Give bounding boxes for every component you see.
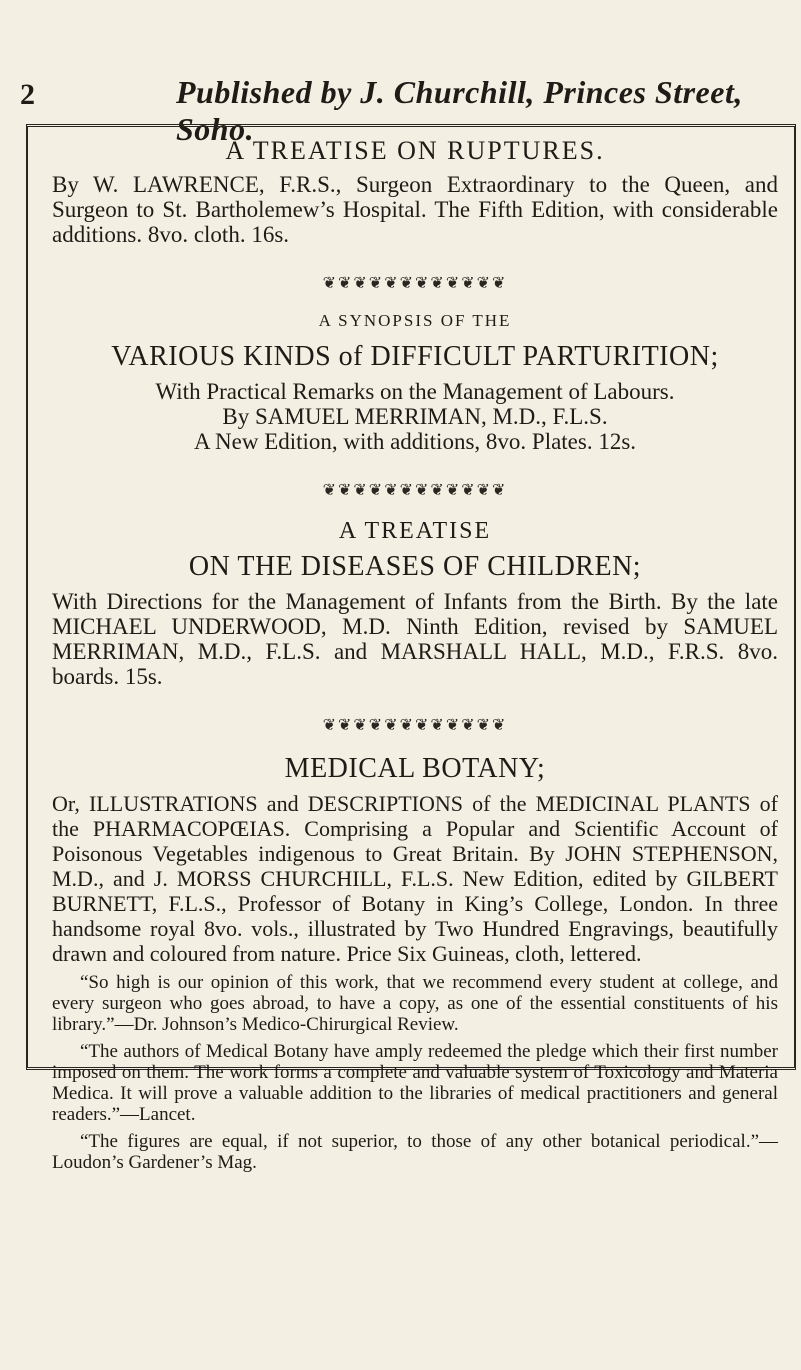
page-number: 2 [20, 78, 35, 111]
review-quote: “The authors of Medical Botany have amply redeemed the pledge which their first number imposed on them. The work forms a complete and valuable system of Toxicology and Materia Medica. It will prove a valuable addition to the libraries of medical practitioners and general readers.”—Lancet. [52, 1041, 778, 1125]
running-head: Published by J. Churchill, Princes Street, Soho. [176, 74, 743, 147]
book-description: With Directions for the Management of Infants from the Birth. By the late MICHAEL UNDERWOOD, M.D. Ninth Edition, revised by SAMUEL MERRIMAN, M.D., F.L.S. and MARSHALL HALL, M.D., F.R.S. 8vo. boards. 15s. [52, 589, 778, 689]
review-quote: “The figures are equal, if not superior, to those of any other botanical periodical.”—Loudon’s Gardener’s Mag. [52, 1131, 778, 1173]
book-children [52, 518, 778, 689]
book-pretitle: A SYNOPSIS OF THE [318, 311, 512, 330]
book-description: Or, ILLUSTRATIONS and DESCRIPTIONS of the MEDICINAL PLANTS of the PHARMACOPŒIAS. Comprising a Popular and Scientific Account of Poisonous Vegetables indigenous to Great Britain. By JOHN STEPHENSON, M.D., and J. MORSS CHURCHILL, F.L.S. New Edition, edited by GILBERT BURNETT, F.L.S., Professor of Botany in King’s College, London. In three handsome royal 8vo. vols., illustrated by Two Hundred Engravings, beautifully drawn and coloured from nature. Price Six Guineas, cloth, lettered. [52, 791, 778, 966]
book-edition: A New Edition, with additions, 8vo. Plates. 12s. [193, 429, 637, 454]
book-parturition [52, 311, 778, 454]
review-quote: “So high is our opinion of this work, that we recommend every student at college, and every surgeon who goes abroad, to have a copy, as one of the essential constituents of his library.”—Dr. Johnson’s Medico-Chirurgical Review. [52, 972, 778, 1035]
ornament-divider: ❦❦❦❦❦❦❦❦❦❦❦❦ [322, 717, 508, 734]
book-pretitle: A TREATISE [338, 518, 492, 544]
book-line: With Practical Remarks on the Management of Labours. [155, 379, 675, 404]
book-title: MEDICAL BOTANY; [284, 753, 546, 784]
book-title: A TREATISE ON RUPTURES. [225, 136, 605, 165]
book-description: By W. LAWRENCE, F.R.S., Surgeon Extraordinary to the Queen, and Surgeon to St. Bartholemew’s Hospital. The Fifth Edition, with considerable additions. 8vo. cloth. 16s. [52, 172, 778, 247]
ornament-divider: ❦❦❦❦❦❦❦❦❦❦❦❦ [322, 275, 508, 292]
book-medical-botany [52, 753, 778, 1173]
ornament-divider: ❦❦❦❦❦❦❦❦❦❦❦❦ [322, 482, 508, 499]
book-author: By SAMUEL MERRIMAN, M.D., F.L.S. [222, 404, 608, 429]
book-ruptures [52, 136, 778, 247]
book-title: VARIOUS KINDS of DIFFICULT PARTURITION; [111, 341, 719, 372]
advert-content [52, 136, 778, 1173]
book-title: ON THE DISEASES OF CHILDREN; [188, 551, 642, 582]
